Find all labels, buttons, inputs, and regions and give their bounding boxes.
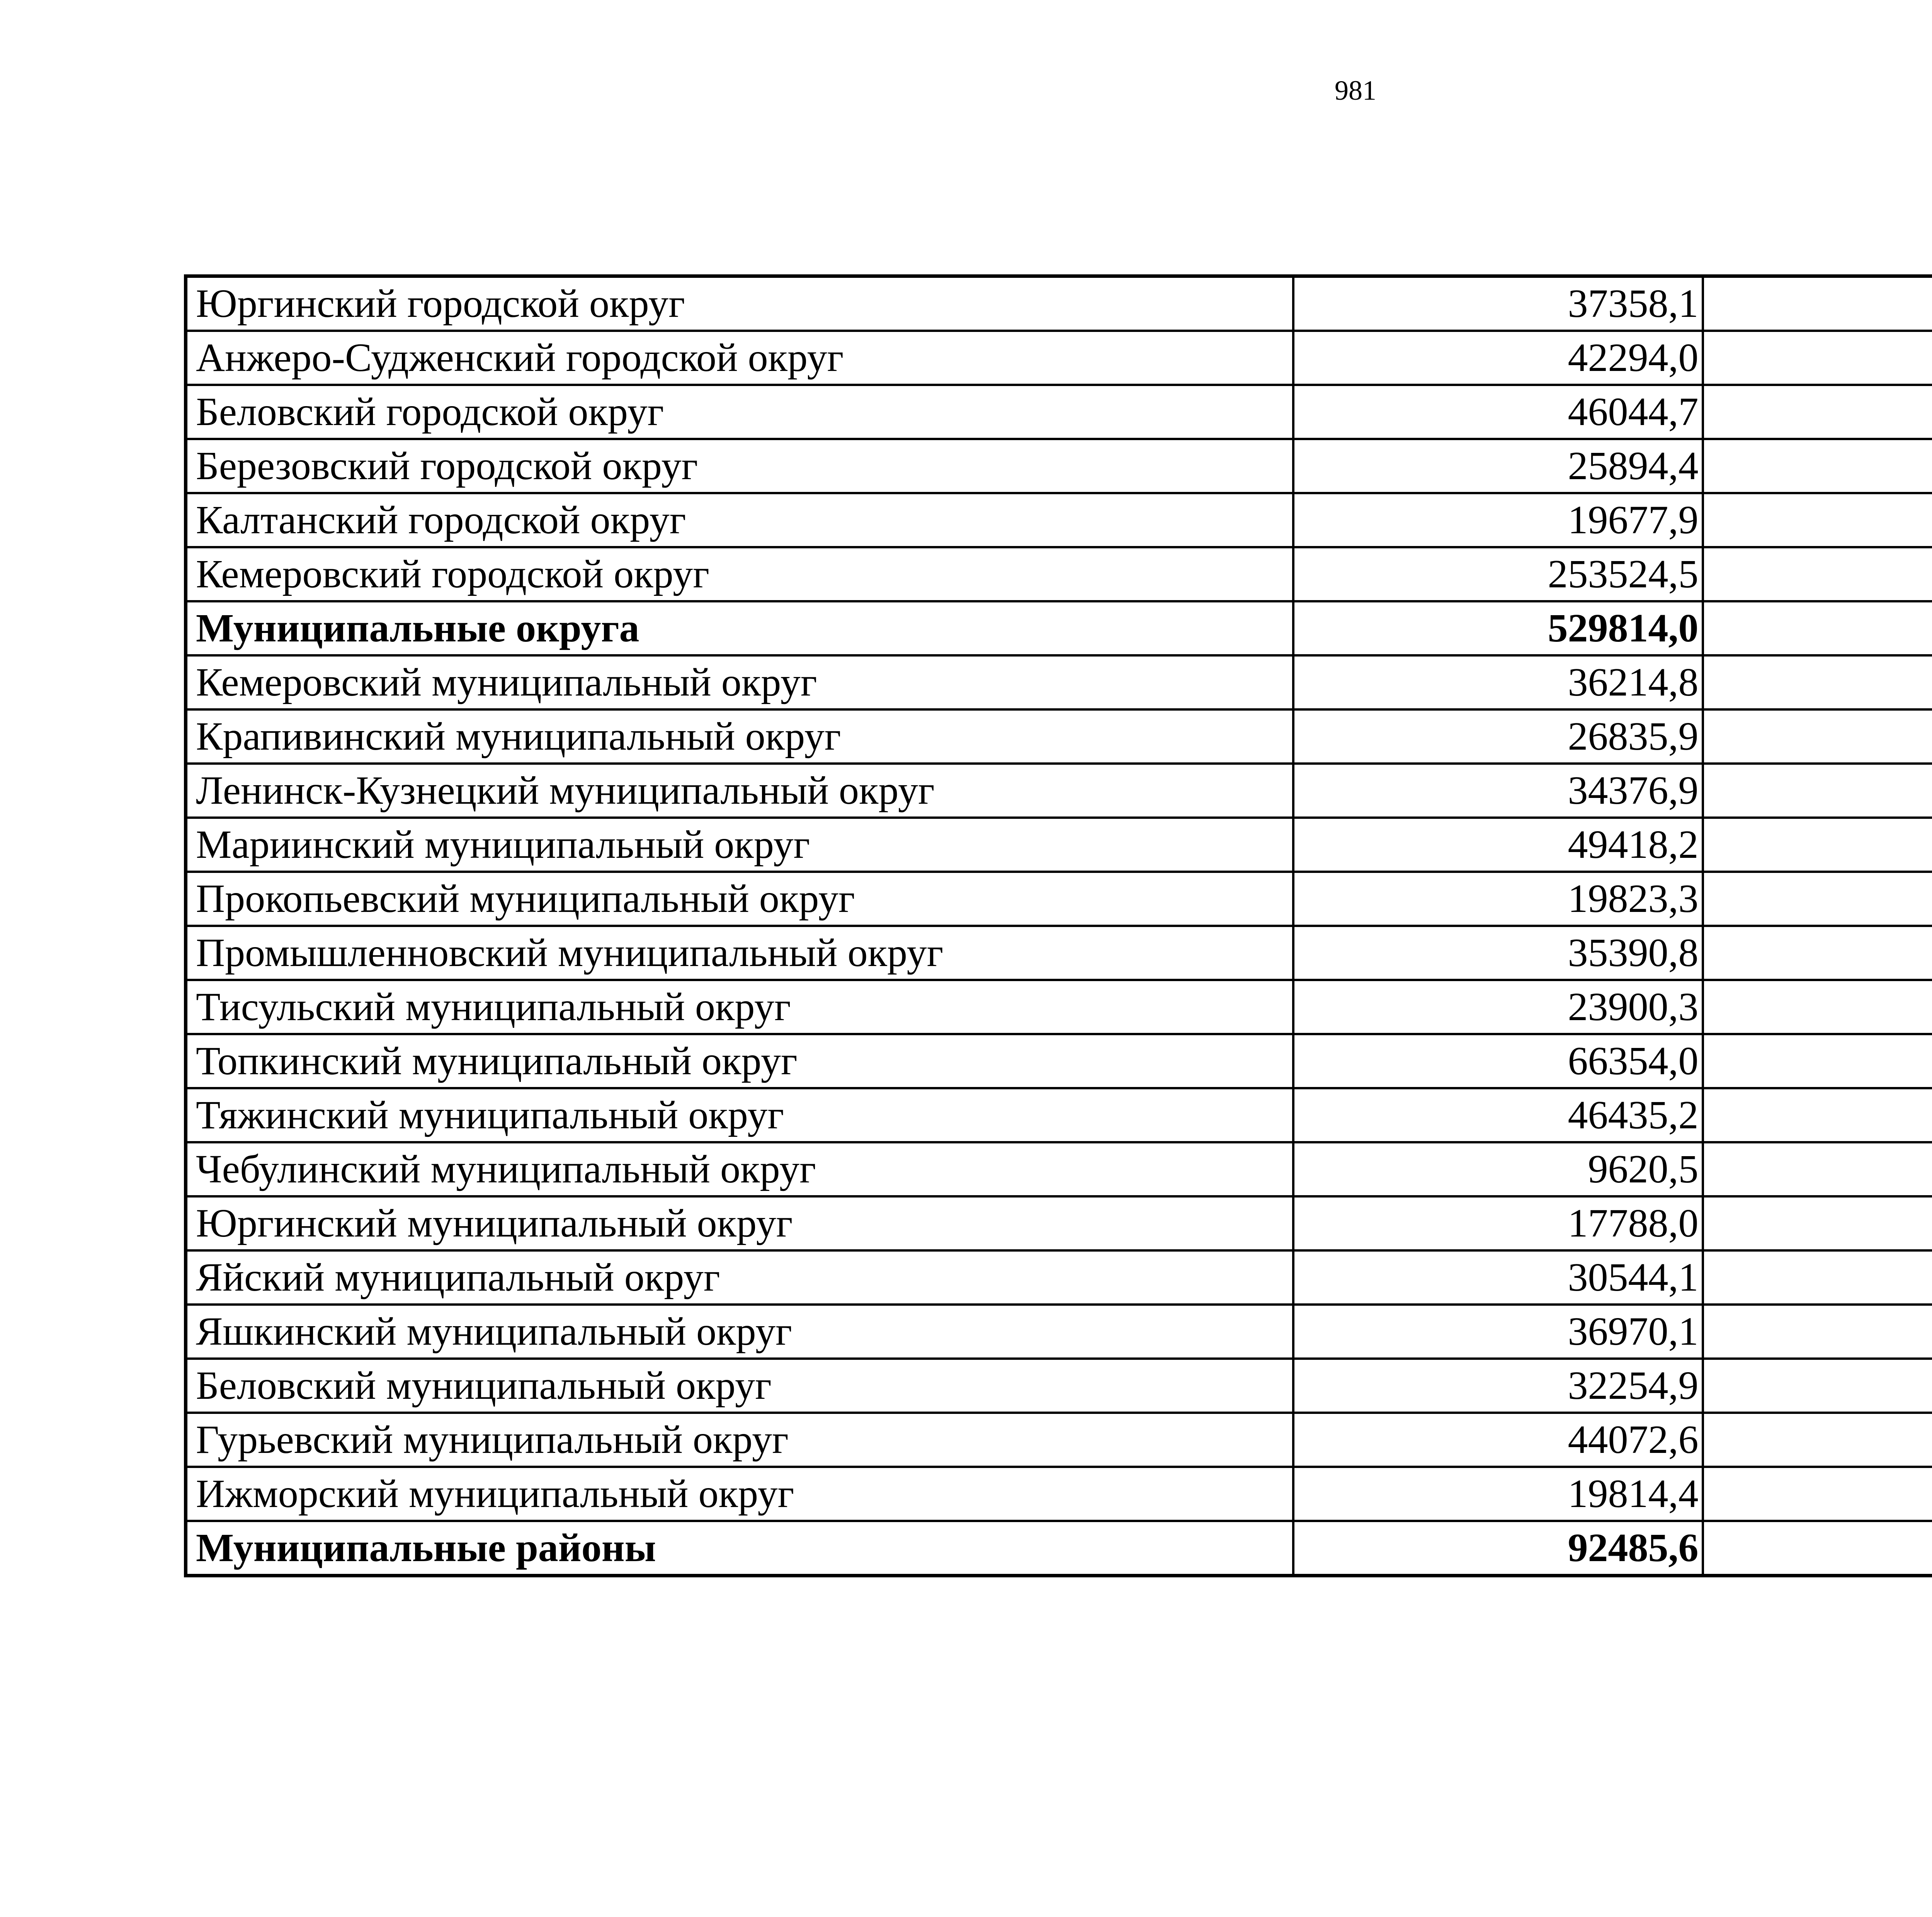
amount-col-1: 23900,3 [1293, 980, 1703, 1034]
municipality-name: Ижморский муниципальный округ [186, 1467, 1293, 1521]
amount-col-2 [1703, 1359, 1932, 1413]
table-row [186, 980, 1932, 1034]
amount-col-2 [1703, 980, 1932, 1034]
municipality-name: Тяжинский муниципальный округ [186, 1088, 1293, 1142]
table-row [186, 493, 1932, 547]
municipality-name: Тисульский муниципальный округ [186, 980, 1293, 1034]
table-row [186, 1088, 1932, 1142]
table-row [186, 1142, 1932, 1196]
municipality-name: Анжеро-Судженский городской округ [186, 331, 1293, 385]
group-name: Муниципальные округа [186, 601, 1293, 655]
table-row [186, 1413, 1932, 1467]
amount-col-1: 49418,2 [1293, 818, 1703, 872]
amount-col-1: 66354,0 [1293, 1034, 1703, 1088]
amount-col-1: 32254,9 [1293, 1359, 1703, 1413]
municipality-name: Прокопьевский муниципальный округ [186, 872, 1293, 926]
amount-col-2 [1703, 926, 1932, 980]
amount-col-2 [1703, 1250, 1932, 1305]
subtotal-col-2 [1703, 1521, 1932, 1576]
municipality-name: Крапивинский муниципальный округ [186, 709, 1293, 764]
municipality-name: Беловский городской округ [186, 385, 1293, 439]
amount-col-1: 34376,9 [1293, 764, 1703, 818]
amount-col-2 [1703, 331, 1932, 385]
table-row [186, 1359, 1932, 1413]
municipality-name: Яшкинский муниципальный округ [186, 1305, 1293, 1359]
table-row [186, 709, 1932, 764]
amount-col-2 [1703, 547, 1932, 601]
table-row [186, 385, 1932, 439]
subtotal-row [186, 1521, 1932, 1576]
municipality-name: Кемеровский муниципальный округ [186, 655, 1293, 709]
group-name: Муниципальные районы [186, 1521, 1293, 1576]
municipality-name: Промышленновский муниципальный округ [186, 926, 1293, 980]
amount-col-2 [1703, 385, 1932, 439]
amount-col-1: 42294,0 [1293, 331, 1703, 385]
table-row [186, 872, 1932, 926]
table-row [186, 818, 1932, 872]
amount-col-2 [1703, 1467, 1932, 1521]
amount-col-2 [1703, 1413, 1932, 1467]
table-row [186, 655, 1932, 709]
municipality-name: Юргинский городской округ [186, 276, 1293, 331]
amount-col-2 [1703, 818, 1932, 872]
municipality-name: Топкинский муниципальный округ [186, 1034, 1293, 1088]
municipality-name: Юргинский муниципальный округ [186, 1196, 1293, 1250]
amount-col-1: 35390,8 [1293, 926, 1703, 980]
amount-col-1: 46044,7 [1293, 385, 1703, 439]
allocation-table [184, 274, 1932, 1577]
table-row [186, 1196, 1932, 1250]
amount-col-2 [1703, 1305, 1932, 1359]
table-row [186, 1467, 1932, 1521]
amount-col-1: 37358,1 [1293, 276, 1703, 331]
amount-col-1: 36970,1 [1293, 1305, 1703, 1359]
municipality-name: Яйский муниципальный округ [186, 1250, 1293, 1305]
subtotal-col-1: 529814,0 [1293, 601, 1703, 655]
amount-col-1: 46435,2 [1293, 1088, 1703, 1142]
amount-col-2 [1703, 1034, 1932, 1088]
amount-col-1: 19823,3 [1293, 872, 1703, 926]
amount-col-1: 44072,6 [1293, 1413, 1703, 1467]
amount-col-2 [1703, 709, 1932, 764]
amount-col-1: 25894,4 [1293, 439, 1703, 493]
amount-col-2 [1703, 655, 1932, 709]
page-number: 981 [1335, 75, 1376, 106]
table-row [186, 439, 1932, 493]
table-row [186, 547, 1932, 601]
amount-col-2 [1703, 439, 1932, 493]
municipality-name: Гурьевский муниципальный округ [186, 1413, 1293, 1467]
municipality-name: Чебулинский муниципальный округ [186, 1142, 1293, 1196]
amount-col-1: 19814,4 [1293, 1467, 1703, 1521]
subtotal-col-2 [1703, 601, 1932, 655]
amount-col-2 [1703, 1142, 1932, 1196]
municipality-name: Березовский городской округ [186, 439, 1293, 493]
subtotal-col-1: 92485,6 [1293, 1521, 1703, 1576]
amount-col-2 [1703, 1088, 1932, 1142]
amount-col-2 [1703, 872, 1932, 926]
table-row [186, 331, 1932, 385]
amount-col-1: 17788,0 [1293, 1196, 1703, 1250]
municipality-name: Ленинск-Кузнецкий муниципальный округ [186, 764, 1293, 818]
table-row [186, 276, 1932, 331]
table-row [186, 1305, 1932, 1359]
allocation-table-body [186, 276, 1932, 1576]
amount-col-2 [1703, 276, 1932, 331]
amount-col-1: 253524,5 [1293, 547, 1703, 601]
amount-col-2 [1703, 1196, 1932, 1250]
table-row [186, 1250, 1932, 1305]
amount-col-1: 26835,9 [1293, 709, 1703, 764]
municipality-name: Мариинский муниципальный округ [186, 818, 1293, 872]
table-row [186, 764, 1932, 818]
subtotal-row [186, 601, 1932, 655]
amount-col-1: 9620,5 [1293, 1142, 1703, 1196]
amount-col-2 [1703, 764, 1932, 818]
amount-col-2 [1703, 493, 1932, 547]
municipality-name: Беловский муниципальный округ [186, 1359, 1293, 1413]
amount-col-1: 36214,8 [1293, 655, 1703, 709]
table-row [186, 1034, 1932, 1088]
municipality-name: Кемеровский городской округ [186, 547, 1293, 601]
table-row [186, 926, 1932, 980]
municipality-name: Калтанский городской округ [186, 493, 1293, 547]
amount-col-1: 19677,9 [1293, 493, 1703, 547]
amount-col-1: 30544,1 [1293, 1250, 1703, 1305]
